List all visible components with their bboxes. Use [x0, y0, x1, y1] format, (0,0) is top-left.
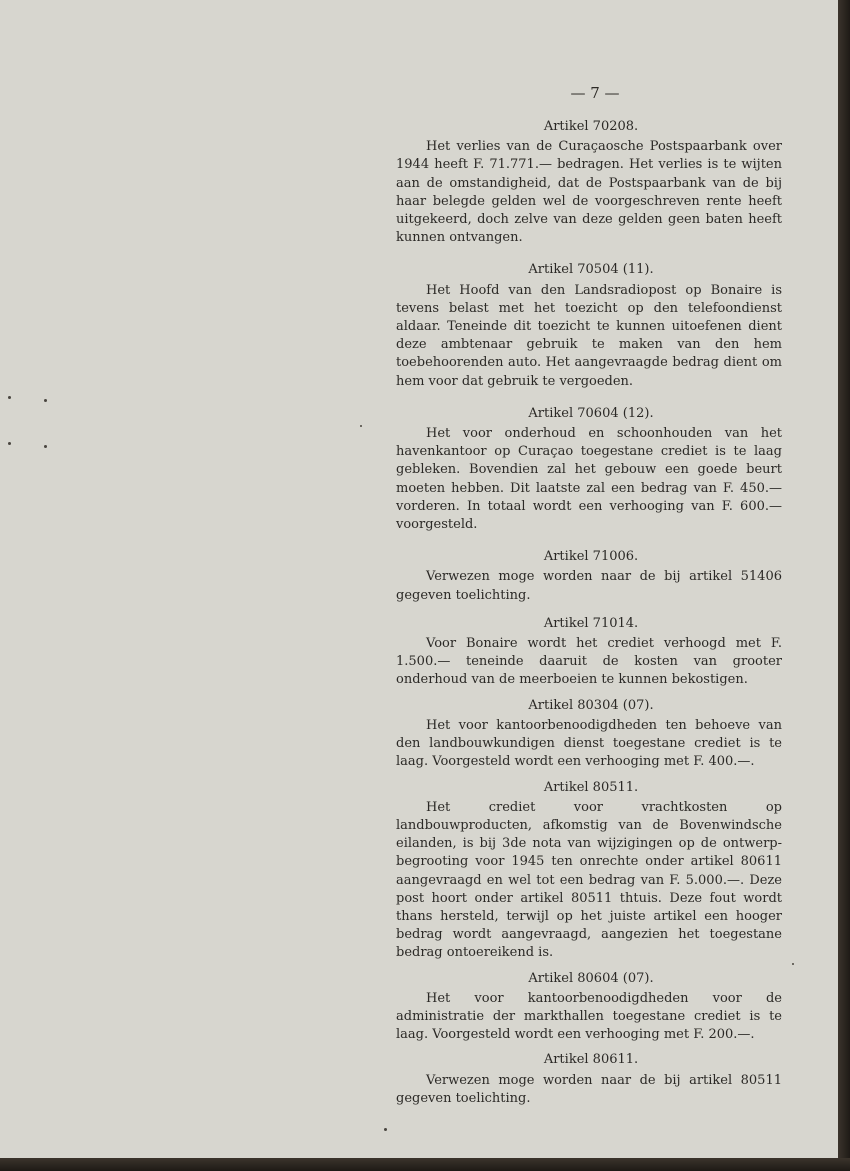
article-title: Artikel 80304 (07).: [528, 697, 654, 713]
paper-speck: [8, 442, 11, 445]
article-body: Het voor kantoorbenoodigdheden ten behoeve van den landbouwkundigen dienst toegestane crediet is te laag. Voorgesteld wordt een verhooging met F. 400.—.: [396, 717, 782, 770]
article-title: Artikel 80511.: [543, 779, 639, 795]
paper-speck: [44, 399, 47, 402]
article-71006: [396, 548, 782, 605]
article-body: Het crediet voor vrachtkosten op landbouwproducten, afkomstig van de Bovenwindsche eilanden, is bij 3de nota van wijzigingen op de ontwerp-begrooting voor 1945 ten onrechte onder artikel 80611 aangevraagd en wel tot een bedrag van F. 5.000.—. Deze post hoort onder artikel 80511 thtuis. Deze fout wordt thans hersteld, terwijl op het juiste artikel een hooger bedrag wordt aangevraagd, aangezien het toegestane bedrag ontoereikend is.: [396, 799, 782, 961]
page-edge-right: [838, 0, 850, 1171]
article-80511: [396, 779, 782, 963]
article-title: Artikel 80604 (07).: [528, 970, 654, 986]
paper-speck: [8, 396, 11, 399]
page-edge-bottom: [0, 1158, 850, 1171]
article-body: Verwezen moge worden naar de bij artikel 80511 gegeven toelichting.: [396, 1072, 782, 1106]
page-number: — 7 —: [570, 84, 620, 102]
paper-speck: [792, 963, 794, 965]
article-title: Artikel 80611.: [543, 1052, 639, 1068]
article-body: Voor Bonaire wordt het crediet verhoogd met F. 1.500.— teneinde daaruit de kosten van grooter onderhoud van de meerboeien te kunnen bekostigen.: [396, 636, 782, 688]
text-column: [396, 118, 782, 1108]
paper-speck: [44, 445, 47, 448]
article-80604: [396, 970, 782, 1045]
article-70504: [396, 261, 782, 390]
article-title: Artikel 70504 (11).: [528, 262, 654, 278]
article-70208: [396, 118, 782, 247]
article-80304: [396, 697, 782, 772]
article-body: Verwezen moge worden naar de bij artikel 51406 gegeven toelichting.: [396, 569, 782, 603]
article-80611: [396, 1051, 782, 1108]
article-body: Het voor kantoorbenoodigdheden voor de administratie der markthallen toegestane crediet is te laag. Voorgesteld wordt een verhooging met F. 200.—.: [396, 990, 782, 1043]
article-70604: [396, 405, 782, 534]
article-title: Artikel 71006.: [543, 549, 639, 565]
article-71014: [396, 615, 782, 690]
article-body: Het verlies van de Curaçaosche Postspaarbank over 1944 heeft F. 71.771.— bedragen. Het verlies is te wijten aan de omstandigheid, dat de Postspaarbank van de bij haar belegde gelden wel de voorgeschreven rente heeft uitgekeerd, doch zelve van deze gelden geen baten heeft kunnen ontvangen.: [396, 139, 782, 246]
article-title: Artikel 70604 (12).: [528, 405, 654, 421]
article-body: Het voor onderhoud en schoonhouden van het havenkantoor op Curaçao toegestane crediet is te laag gebleken. Bovendien zal het gebouw een goede beurt moeten hebben. Dit laatste zal een bedrag van F. 450.— vorderen. In totaal wordt een verhooging van F. 600.— voorgesteld.: [396, 426, 782, 533]
article-title: Artikel 71014.: [543, 615, 639, 631]
paper-speck: [360, 425, 362, 427]
paper-speck: [384, 1128, 387, 1131]
article-body: Het Hoofd van den Landsradiopost op Bonaire is tevens belast met het toezicht op den telefoondienst aldaar. Teneinde dit toezicht te kunnen uitoefenen dient deze ambtenaar gebruik te maken van den hem toebehoorenden auto. Het aangevraagde bedrag dient om hem voor dat gebruik te vergoeden.: [396, 282, 782, 389]
article-title: Artikel 70208.: [543, 119, 639, 134]
